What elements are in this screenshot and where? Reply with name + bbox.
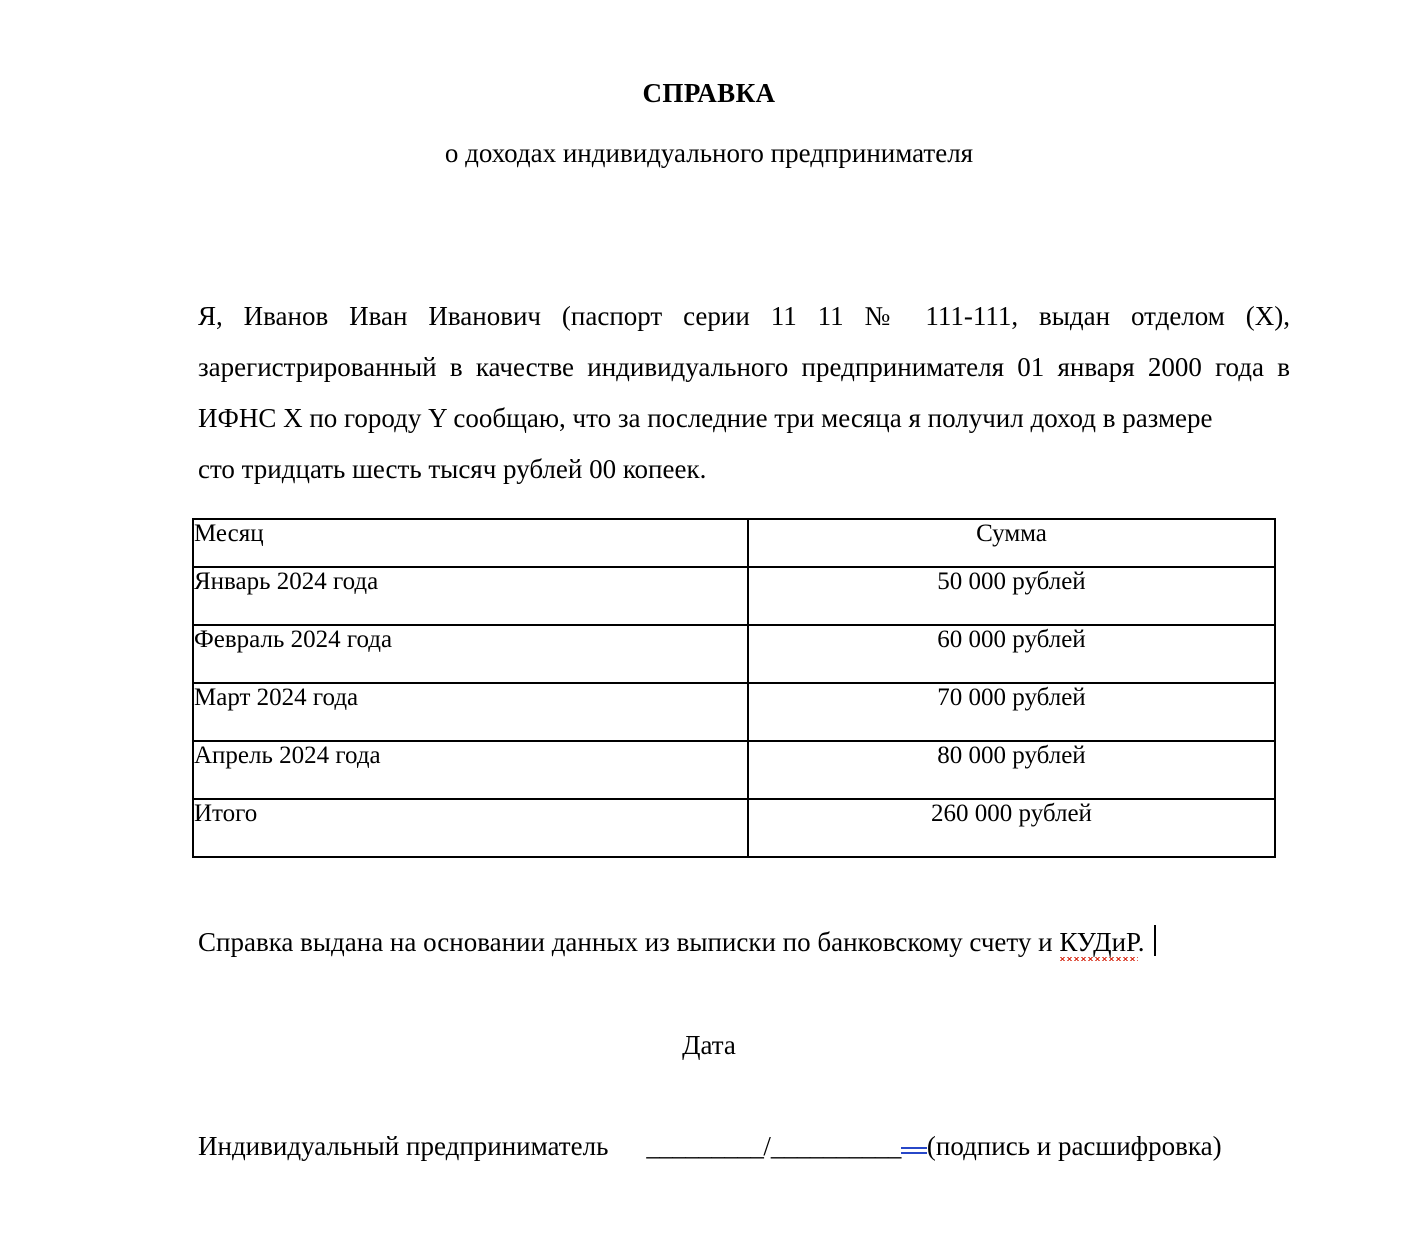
table-row <box>193 683 1275 741</box>
table-cell-amount: 50 000 рублей <box>748 567 1275 625</box>
table-row <box>193 741 1275 799</box>
signature-role-label: Индивидуальный предприниматель <box>198 1131 609 1161</box>
body-paragraph <box>198 291 1290 495</box>
date-label: Дата <box>682 1030 736 1060</box>
table-row <box>193 625 1275 683</box>
spellcheck-flagged-word[interactable]: КУДиР <box>1059 927 1137 961</box>
table-row <box>193 567 1275 625</box>
table-cell-month: Апрель 2024 года <box>193 741 748 799</box>
basis-note-text: Справка выдана на основании данных из выписки по банковскому счету и <box>198 927 1060 957</box>
signature-rule-name: __________ <box>770 1131 901 1161</box>
basis-note-period: . <box>1137 927 1145 957</box>
signature-separator: / <box>763 1131 771 1161</box>
table-cell-amount: 60 000 рублей <box>748 625 1275 683</box>
signature-caption: (подпись и расшифровка) <box>926 1131 1222 1161</box>
page-subtitle: о доходах индивидуального предпринимателя <box>444 138 974 168</box>
table-header-amount: Сумма <box>748 519 1275 567</box>
body-paragraph-last-line: сто тридцать шесть тысяч рублей 00 копеек. <box>198 454 707 484</box>
signature-line <box>198 1128 1338 1162</box>
table-row-total <box>193 799 1275 857</box>
table-cell-total-label: Итого <box>193 799 748 857</box>
table-cell-month: Февраль 2024 года <box>193 625 748 683</box>
table-header-row <box>193 519 1275 567</box>
table-cell-amount: 80 000 рублей <box>748 741 1275 799</box>
table-cell-amount: 70 000 рублей <box>748 683 1275 741</box>
page-title: СПРАВКА <box>642 78 776 108</box>
table-cell-month: Март 2024 года <box>193 683 748 741</box>
signature-rule-signature: _________ <box>646 1131 764 1161</box>
table-cell-month: Январь 2024 года <box>193 567 748 625</box>
text-cursor-caret <box>1154 925 1156 956</box>
table-header-month: Месяц <box>193 519 748 567</box>
table-cell-total-amount: 260 000 рублей <box>748 799 1275 857</box>
body-paragraph-text: Я, Иванов Иван Иванович (паспорт серии 11 11 № 111-111, выдан отделом (X), зарегистрированный в качестве индивидуального предпринимателя 01 января 2000 года в ИФНС X по городу Y сообщаю, что за последние три месяца я получил доход в размере <box>198 301 1290 433</box>
grammar-check-underline-icon[interactable] <box>901 1128 927 1155</box>
basis-note <box>198 922 1318 962</box>
income-table <box>192 518 1276 858</box>
